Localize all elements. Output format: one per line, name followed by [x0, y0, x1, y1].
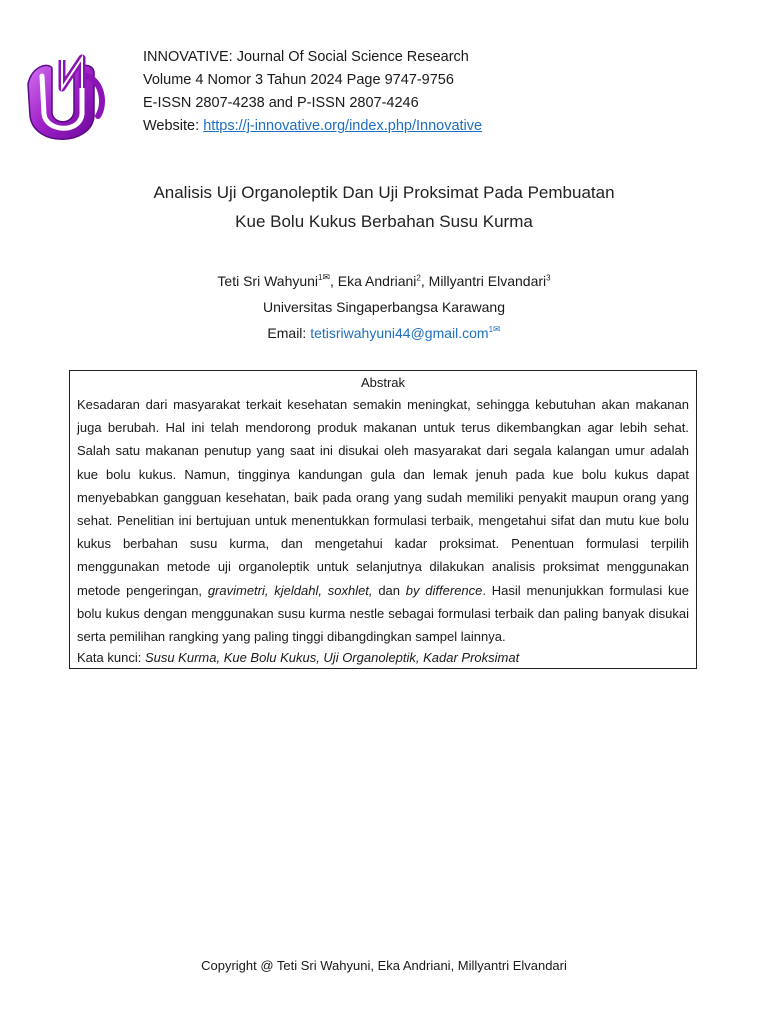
author-3-mark: 3	[546, 273, 551, 283]
journal-website-line	[143, 115, 482, 138]
author-2-name: , Eka Andriani	[330, 273, 417, 289]
author-list	[0, 268, 768, 294]
email-link[interactable]: tetisriwahyuni44@gmail.com	[310, 325, 489, 341]
title-line-1: Analisis Uji Organoleptik Dan Uji Proksimat Pada Pembuatan	[153, 183, 615, 202]
abstract-heading: Abstrak	[360, 375, 406, 390]
journal-header	[143, 46, 482, 138]
author-1-mark: 1✉	[318, 272, 331, 283]
by-difference-italic: by difference	[405, 582, 483, 598]
keywords-label: Kata kunci:	[77, 650, 145, 666]
methods-italic: gravimetri, kjeldahl, soxhlet,	[207, 582, 373, 598]
title-line-2: Kue Bolu Kukus Berbahan Susu Kurma	[235, 212, 533, 231]
envelope-icon: ✉	[493, 324, 501, 335]
keywords	[77, 648, 689, 668]
author-1-name: Teti Sri Wahyuni	[217, 273, 319, 289]
journal-logo	[22, 54, 110, 154]
journal-logo-icon	[22, 54, 110, 154]
website-label: Website:	[143, 118, 204, 134]
keywords-list: Susu Kurma, Kue Bolu Kukus, Uji Organoleptik, Kadar Proksimat	[144, 650, 520, 666]
email-mark: 1✉	[488, 324, 501, 335]
email-line	[0, 320, 768, 346]
journal-volume: Volume 4 Nomor 3 Tahun 2024 Page 9747-9756	[143, 72, 454, 88]
journal-issn: E-ISSN 2807-4238 and P-ISSN 2807-4246	[143, 95, 419, 111]
journal-name: INNOVATIVE: Journal Of Social Science Research	[143, 49, 469, 65]
author-2-mark: 2	[416, 273, 421, 283]
website-link[interactable]: https://j-innovative.org/index.php/Innovative	[203, 118, 483, 134]
paper-title	[0, 178, 768, 236]
email-label: Email:	[267, 325, 311, 341]
copyright-footer: Copyright @ Teti Sri Wahyuni, Eka Andriani, Millyantri Elvandari	[201, 958, 567, 973]
author-block	[0, 268, 768, 346]
abstract-box	[69, 370, 697, 669]
affiliation: Universitas Singaperbangsa Karawang	[262, 299, 506, 315]
abstract-text: Kesadaran dari masyarakat terkait kesehatan semakin meningkat, sehingga kebutuhan akan makanan juga berubah. Hal ini telah mendorong produk makanan untuk terus dikembangkan agar lebih sehat. Salah satu makanan penutup yang saat ini disukai oleh masyarakat dari segala kalangan umur adalah kue bolu kukus. Namun, tingginya kandungan gula dan lemak jenuh pada kue bolu kukus dapat menyebabkan gangguan kesehatan, baik pada orang yang sudah memiliki penyakit maupun orang yang sehat. Penelitian ini bertujuan untuk menentukkan formulasi terbaik, mengetahui sifat dan mutu kue bolu kukus berbahan susu kurma, dan mengetahui kadar proksimat. Penentuan formulasi terpilih menggunakan metode uji organoleptik untuk selanjutnya dilakukan analisis proksimat menggunakan metode pengeringan, gravimetri, kjeldahl, soxhlet, dan by difference. Hasil menunjukkan formulasi kue bolu kukus dengan menggunakan susu kurma nestle sebagai formulasi terbaik dan paling banyak disukai serta pemilihan rangking yang paling tinggi dibangdingkan sampel lainnya.	[77, 397, 690, 645]
envelope-icon: ✉	[322, 272, 331, 283]
author-3-name: , Millyantri Elvandari	[420, 273, 547, 289]
